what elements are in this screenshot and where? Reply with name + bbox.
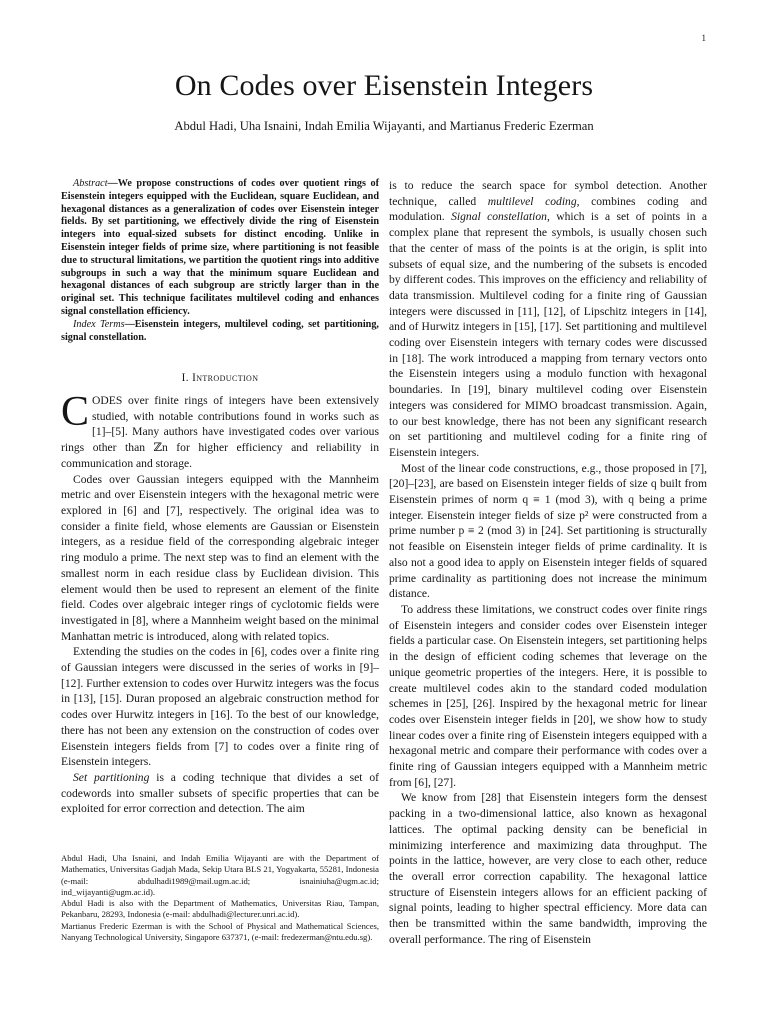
section-heading-introduction: I. Introduction (181, 372, 259, 385)
intro-paragraph-5: Most of the linear code constructions, e.g., those proposed in [7], [20]–[23], are based on Eisenstein integer fields of size q built from Eisenstein primes of norm q ≡ 1 (mod 3), with q being a prime integer. Eisenstein integer fields of size p² were constructed from a prime number p ≡ 2 (mod 3) in [24]. Set partitioning is structurally not feasible on Eisenstein integer fields of prime cardinality. It is also not a good idea to apply on Eisenstein integer fields of squared prime cardinality as partitioning does not increase the minimum distance. (389, 461, 707, 601)
abstract (61, 178, 379, 319)
index-terms-label: Index Terms (73, 318, 125, 330)
paragraph-text: is to reduce the search space for symbol detection. Another technique, called (389, 179, 707, 208)
intro-paragraph-4-continued (389, 178, 707, 461)
index-terms-body: —Eisenstein integers, multilevel coding, set partitioning, signal constellation. (61, 318, 379, 343)
footnote-2: Abdul Hadi is also with the Department of Mathematics, Universitas Riau, Tampan, Pekanbaru, 28293, Indonesia (e-mail: abdulhadi@lecturer.unri.ac.id). (61, 898, 379, 920)
intro-paragraph-3: Extending the studies on the codes in [6], codes over a finite ring of Gaussian integers were discussed in the series of works in [9]–[12]. Further extension to codes over Hurwitz integers was the focus in [13], [15]. Duran proposed an algebraic construction method for codes over Hurwitz integers in [16]. To the best of our knowledge, there has not been any extension on the construction of codes over Eisenstein integers fields from [7] to codes over a finite ring of Eisenstein integers. (61, 645, 379, 769)
abstract-body: —We propose constructions of codes over quotient rings of Eisenstein integers equipped with the Euclidean, square Euclidean, and hexagonal distances as a generalization of codes over Eisenstein integer fields. By set partitioning, we effectively divide the ring of Eisenstein integers into equal-sized subsets for distinct encoding. Unlike in Eisenstein integer fields of prime size, where partitioning is not feasible due to structural limitations, we partition the quotient rings into additive subgroups in such a way that the minimum square Euclidean and hexagonal distances of each subgroup are strictly larger than in the original set. This technique facilitates multilevel coding and enhances signal constellation efficiency. (61, 178, 379, 317)
paragraph-text: , which is a set of points in a complex plane that represent the symbols, is usually chosen such that the center of mass of the points is at the origin, is split into subsets of equal size, and the numbering of the subsets is encoded by different codes. This improves on the efficiency and reliability of data transmission. Multilevel coding for a finite ring of Gaussian integers were discussed in [11], [12], of Lipschitz integers in [14], and of Hurwitz integers in [15], [17]. Set partitioning and multilevel coding over Eisenstein integers with ternary codes were discussed in [18]. The work introduced a mapping from ternary vectors onto the Eisenstein integers using a modulo function with hexagonal boundaries. In [19], binary multilevel coding over Eisenstein integers was considered for MIMO broadcast transmission. Again, to our best knowledge, there has not been any significant research on set partitioning and multilevel coding for a finite ring of Eisenstein integers. (389, 210, 708, 459)
footnote-3: Martianus Frederic Ezerman is with the School of Physical and Mathematical Sciences, Nanyang Technological University, Singapore 637371, (e-mail: fredezerman@ntu.edu.sg). (61, 920, 379, 943)
drop-cap: C (61, 389, 90, 436)
left-column (61, 178, 379, 817)
term-set-partitioning: Set partitioning (73, 770, 150, 784)
intro-paragraph-7: We know from [28] that Eisenstein integers form the densest packing in a two-dimensional lattice, also known as hexagonal lattices. The optimal packing density can be beneficial in minimizing interference and maximizing data throughput. The points in the lattice, however, are very close to each other, reduce the overall error correction capability. The hexagonal lattice structure of Eisenstein integers allows for an efficient packing of signal points, leading to higher spectral efficiency. More data can then be transmitted within the same bandwidth, improving the overall performance. The ring of Eisenstein (389, 791, 707, 946)
paper-title: On Codes over Eisenstein Integers (174, 69, 594, 102)
intro-paragraph-1-text: ODES over finite rings of integers have been extensively studied, with notable contributions found in works such as [1]–[5]. Many authors have investigated codes over various rings other than ℤn for higher efficiency and reliability in communication and storage. (61, 394, 379, 470)
intro-paragraph-4-text: is a coding technique that divides a set of codewords into smaller subsets of specific properties that can be exploited for error correction and detection. The aim (61, 770, 379, 816)
intro-paragraph-6: To address these limitations, we construct codes over finite rings of Eisenstein integers and consider codes over Eisenstein integer fields a particular case. On Eisenstein integers, set partitioning helps in the design of efficient coding schemes that leverage on the unique geometric properties of the integers. Here, it is possible to create multilevel codes akin to the standard coded modulation schemes in [25], [26]. Inspired by the hexagonal metric for linear codes over Eisenstein integer fields in [20], we show how to study linear codes over a finite ring of Eisenstein integers equipped with a hexagonal metric and compare their performance with codes over a finite ring of Gaussian integers equipped with a Mannheim metric from [6], [27]. (389, 602, 707, 789)
term-signal-constellation: Signal constellation (451, 210, 547, 224)
footnote-1: Abdul Hadi, Uha Isnaini, and Indah Emilia Wijayanti are with the Department of Mathematics, Universitas Gadjah Mada, Sekip Utara BLS 21, Yogyakarta, 55281, Indonesia (e-mail: abdulhadi1989@mail.ugm.ac.id; isnainiuha@ugm.ac.id; ind_wijayanti@ugm.ac.id). (61, 853, 379, 897)
page-number: 1 (701, 33, 706, 43)
intro-paragraph-4 (61, 770, 379, 817)
intro-paragraph-2: Codes over Gaussian integers equipped with the Mannheim metric and over Eisenstein integers with the hexagonal metric were explored in [6] and [7], respectively. The original idea was to consider a finite field, whose elements are Gaussian or Eisenstein integers, as a residue field of the corresponding algebraic integer ring modulo a prime. The next step was to find an element with the smallest norm in each residue class by Euclidean division. This element would then be used to represent an element of the finite field. Codes over algebraic integer rings of cyclotomic fields were investigated in [8], where a Mannheim weight based on the minimal Manhattan metric is introduced, along with related topics. (61, 472, 379, 643)
term-multilevel-coding: multilevel coding (487, 194, 577, 208)
paragraph-text: , combines coding and modulation. (389, 194, 707, 224)
index-terms (61, 319, 379, 345)
author-affiliation-footnote (61, 853, 379, 943)
abstract-label: Abstract (73, 178, 108, 189)
right-column (389, 178, 707, 947)
author-list: Abdul Hadi, Uha Isnaini, Indah Emilia Wijayanti, and Martianus Frederic Ezerman (174, 119, 594, 133)
intro-paragraph-1 (61, 389, 379, 472)
